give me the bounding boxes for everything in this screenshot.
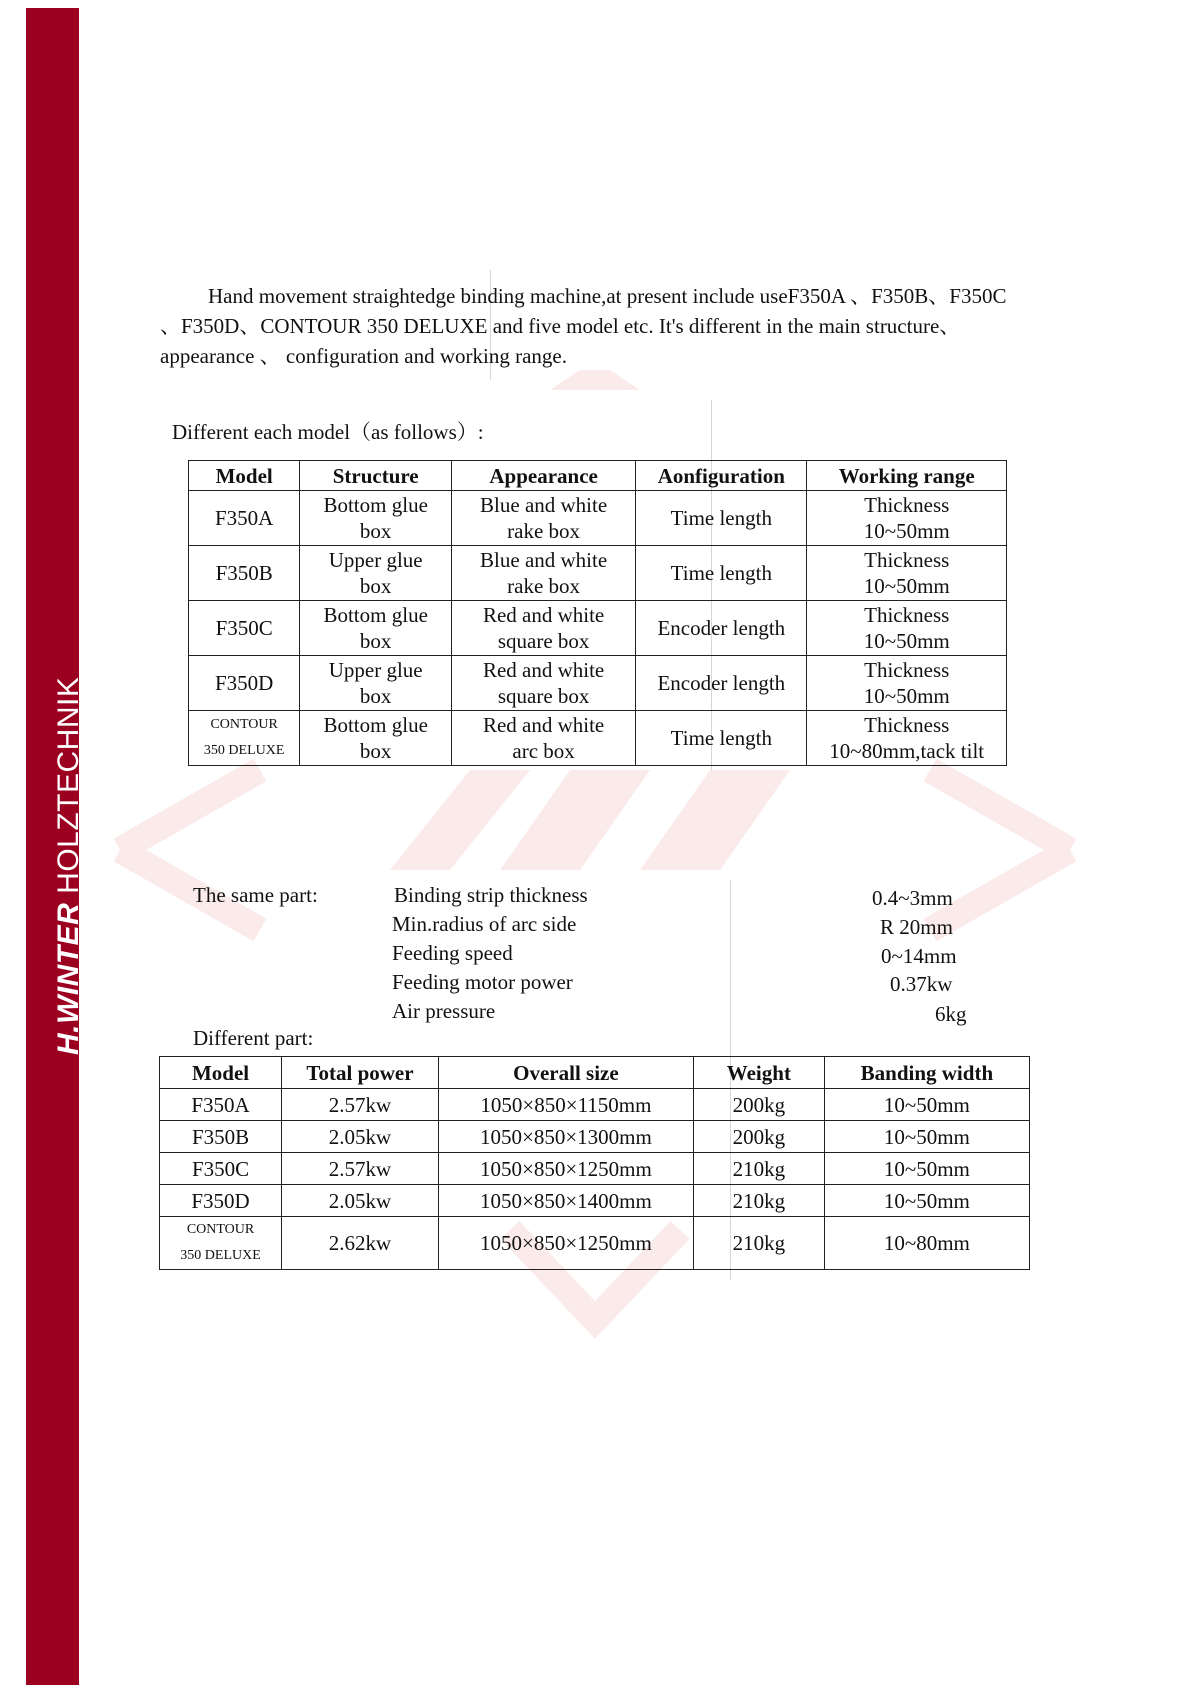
width-cell: 10~50mm — [824, 1185, 1029, 1217]
model-cell: F350B — [160, 1121, 282, 1153]
table-row — [189, 491, 1007, 546]
same-part-item-name: Feeding motor power — [392, 970, 573, 994]
range-cell: Thickness 10~50mm — [807, 601, 1007, 656]
models-table — [188, 460, 1007, 766]
power-cell: 2.05kw — [282, 1185, 439, 1217]
structure-cell: Bottom glue box — [300, 711, 452, 766]
header-structure: Structure — [300, 461, 452, 491]
same-part-item-name: Air pressure — [392, 999, 496, 1023]
header-weight: Weight — [693, 1057, 824, 1089]
table-row — [160, 1089, 1030, 1121]
same-part-item-value: R 20mm — [880, 915, 953, 939]
same-part-item-name: Feeding speed — [392, 941, 513, 965]
same-part-item-value: 6kg — [935, 1002, 967, 1026]
model-cell: F350D — [160, 1185, 282, 1217]
structure-cell: Bottom glue box — [300, 601, 452, 656]
size-cell: 1050×850×1250mm — [438, 1153, 693, 1185]
power-cell: 2.57kw — [282, 1089, 439, 1121]
configuration-cell: Time length — [636, 491, 807, 546]
table-row — [160, 1217, 1030, 1270]
different-part-table — [159, 1056, 1030, 1270]
intro-paragraph — [160, 281, 1020, 371]
same-part-item-value: 0.37kw — [890, 972, 953, 996]
weight-cell: 200kg — [693, 1121, 824, 1153]
configuration-cell: Time length — [636, 546, 807, 601]
header-model: Model — [189, 461, 300, 491]
structure-cell: Upper glue box — [300, 546, 452, 601]
header-total-power: Total power — [282, 1057, 439, 1089]
weight-cell: 210kg — [693, 1153, 824, 1185]
appearance-cell: Blue and white rake box — [452, 546, 636, 601]
appearance-cell: Red and white square box — [452, 656, 636, 711]
appearance-cell: Blue and white rake box — [452, 491, 636, 546]
model-cell: F350C — [160, 1153, 282, 1185]
models-table-caption: Different each model（as follows）: — [172, 420, 484, 444]
model-cell: F350D — [189, 656, 300, 711]
header-configuration: Aonfiguration — [636, 461, 807, 491]
appearance-cell: Red and white square box — [452, 601, 636, 656]
same-part-item-name: Min.radius of arc side — [392, 912, 577, 936]
model-cell: CONTOUR 350 DELUXE — [160, 1217, 282, 1270]
header-model: Model — [160, 1057, 282, 1089]
configuration-cell: Time length — [636, 711, 807, 766]
power-cell: 2.62kw — [282, 1217, 439, 1270]
range-cell: Thickness 10~50mm — [807, 546, 1007, 601]
header-working-range: Working range — [807, 461, 1007, 491]
range-cell: Thickness 10~80mm,tack tilt — [807, 711, 1007, 766]
model-cell: CONTOUR 350 DELUXE — [189, 711, 300, 766]
structure-cell: Upper glue box — [300, 656, 452, 711]
brand-name: H.WINTER — [52, 902, 85, 1055]
header-banding-width: Banding width — [824, 1057, 1029, 1089]
brand-subtitle: HOLZTECHNIK — [52, 676, 85, 903]
same-part-item-value: 0.4~3mm — [872, 886, 953, 910]
table-row — [160, 1153, 1030, 1185]
configuration-cell: Encoder length — [636, 601, 807, 656]
structure-cell: Bottom glue box — [300, 491, 452, 546]
width-cell: 10~50mm — [824, 1121, 1029, 1153]
header-appearance: Appearance — [452, 461, 636, 491]
different-part-label: Different part: — [193, 1026, 314, 1050]
brand-logo — [52, 677, 86, 1055]
size-cell: 1050×850×1400mm — [438, 1185, 693, 1217]
model-cell: F350A — [189, 491, 300, 546]
power-cell: 2.57kw — [282, 1153, 439, 1185]
width-cell: 10~80mm — [824, 1217, 1029, 1270]
range-cell: Thickness 10~50mm — [807, 491, 1007, 546]
size-cell: 1050×850×1250mm — [438, 1217, 693, 1270]
model-cell: F350C — [189, 601, 300, 656]
same-part-item-name: Binding strip thickness — [394, 883, 588, 907]
weight-cell: 210kg — [693, 1217, 824, 1270]
model-cell: F350A — [160, 1089, 282, 1121]
table-row — [160, 1121, 1030, 1153]
same-part-label: The same part: — [193, 883, 318, 907]
size-cell: 1050×850×1150mm — [438, 1089, 693, 1121]
weight-cell: 210kg — [693, 1185, 824, 1217]
same-part-item-value: 0~14mm — [881, 944, 957, 968]
model-cell: F350B — [189, 546, 300, 601]
configuration-cell: Encoder length — [636, 656, 807, 711]
width-cell: 10~50mm — [824, 1089, 1029, 1121]
table-row — [189, 601, 1007, 656]
table-row — [189, 711, 1007, 766]
power-cell: 2.05kw — [282, 1121, 439, 1153]
header-overall-size: Overall size — [438, 1057, 693, 1089]
table-row — [160, 1185, 1030, 1217]
size-cell: 1050×850×1300mm — [438, 1121, 693, 1153]
table-row — [189, 546, 1007, 601]
intro-text: Hand movement straightedge binding machine,at present include useF350A 、F350B、F350C 、F350D、CONTOUR 350 DELUXE and five model etc. It's different in the main structure、appearance 、 configuration and working range. — [160, 284, 1007, 368]
weight-cell: 200kg — [693, 1089, 824, 1121]
appearance-cell: Red and white arc box — [452, 711, 636, 766]
range-cell: Thickness 10~50mm — [807, 656, 1007, 711]
width-cell: 10~50mm — [824, 1153, 1029, 1185]
table-row — [189, 656, 1007, 711]
